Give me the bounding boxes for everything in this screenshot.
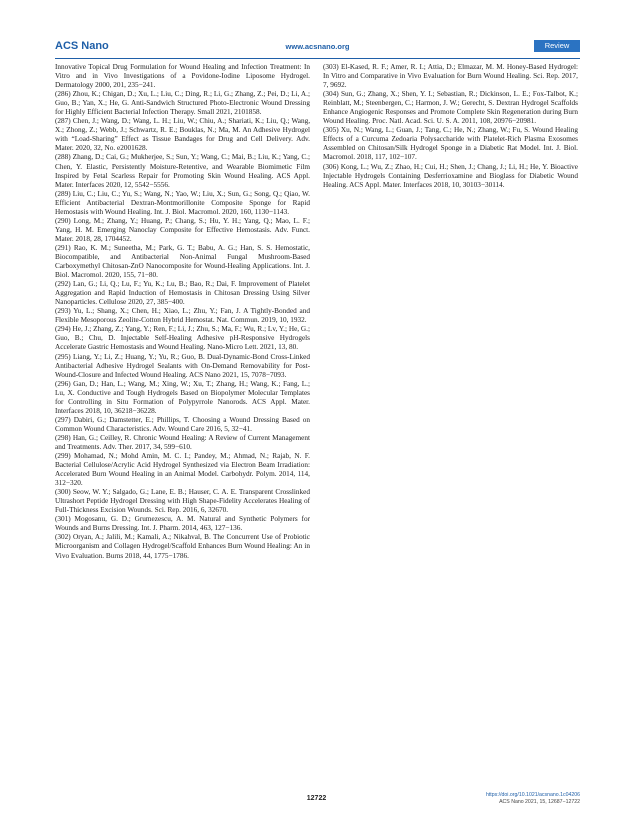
reference-entry: (287) Chen, J.; Wang, D.; Wang, L. H.; Liu, W.; Chiu, A.; Shariati, K.; Liu, Q.; Wang, X.; Zhong, Z.; Webb, J.; Schwartz, R. E.; Bouklas, N.; Ma, M. An Adhesive Hydrogel with “Load-Sharing” Effect as Tissue Bandages for Drug and Cell Delivery. Adv. Mater. 2020, 32, No. e2001628. — [55, 117, 310, 153]
page-header — [55, 40, 580, 56]
reference-entry: (295) Liang, Y.; Li, Z.; Huang, Y.; Yu, R.; Guo, B. Dual-Dynamic-Bond Cross-Linked Antibacterial Adhesive Hydrogel Sealants with On-Demand Removability for Post-Wound-Closure and Infected Wound Healing. ACS Nano 2021, 15, 7078−7093. — [55, 352, 310, 379]
reference-entry: (306) Kong, L.; Wu, Z.; Zhao, H.; Cui, H.; Shen, J.; Chang, J.; Li, H.; He, Y. Bioactive Injectable Hydrogels Containing Desferrioxamine and Bioglass for Diabetic Wound Healing. ACS Appl. Mater. Interfaces 2018, 10, 30103−30114. — [323, 162, 578, 189]
reference-entry: (294) He, J.; Zhang, Z.; Yang, Y.; Ren, F.; Li, J.; Zhu, S.; Ma, F.; Wu, R.; Lv, Y.; He, G.; Guo, B.; Chu, D. Injectable Self-Healing Adhesive pH-Responsive Hydrogels Accelerate Gastric Hemostasis and Wound Healing. Nano-Micro Lett. 2021, 13, 80. — [55, 325, 310, 352]
reference-entry: (293) Yu, L.; Shang, X.; Chen, H.; Xiao, L.; Zhu, Y.; Fan, J. A Tightly-Bonded and Flexible Mesoporous Zeolite-Cotton Hybrid Hemostat. Nat. Commun. 2019, 10, 1932. — [55, 307, 310, 325]
reference-entry: (296) Gan, D.; Han, L.; Wang, M.; Xing, W.; Xu, T.; Zhang, H.; Wang, K.; Fang, L.; Lu, X. Conductive and Tough Hydrogels Based on Biopolymer Molecular Templates for Controlling in Situ Formation of Polypyrrole Nanorods. ACS Appl. Mater. Interfaces 2018, 10, 36218−36228. — [55, 379, 310, 415]
journal-website-link[interactable]: www.acsnano.org — [285, 42, 350, 51]
page-number: 12722 — [306, 795, 327, 802]
reference-entry: (299) Mohamad, N.; Mohd Amin, M. C. I.; Pandey, M.; Ahmad, N.; Rajab, N. F. Bacterial Cellulose/Acrylic Acid Hydrogel Synthesized via Electron Beam Irradiation: Accelerated Burn Wound Healing in an Animal Model. Carbohydr. Polym. 2014, 114, 312−320. — [55, 452, 310, 488]
reference-entry: (298) Han, G.; Ceilley, R. Chronic Wound Healing: A Review of Current Management and Treatments. Adv. Ther. 2017, 34, 599−610. — [55, 433, 310, 451]
reference-entry: (288) Zhang, D.; Cai, G.; Mukherjee, S.; Sun, Y.; Wang, C.; Mai, B.; Liu, K.; Yang, C.; Chen, Y. Elastic, Persistently Moisture-Retentive, and Wearable Biomimetic Film Inspired by Fetal Scarless Repair for Promoting Skin Wound Healing. ACS Appl. Mater. Interfaces 2020, 12, 5542−5556. — [55, 153, 310, 189]
reference-entry: (303) El-Kased, R. F.; Amer, R. I.; Attia, D.; Elmazar, M. M. Honey-Based Hydrogel: In Vitro and Comparative in Vivo Evaluation for Burn Wound Healing. Sci. Rep. 2017, 7, 9692. — [323, 63, 578, 90]
reference-entry: (304) Sun, G.; Zhang, X.; Shen, Y. I.; Sebastian, R.; Dickinson, L. E.; Fox-Talbot, K.; Reinblatt, M.; Steenbergen, C.; Harmon, J. W.; Gerecht, S. Dextran Hydrogel Scaffolds Enhance Angiogenic Responses and Promote Complete Skin Regeneration during Burn Wound Healing. Proc. Natl. Acad. Sci. U. S. A. 2011, 108, 20976−20981. — [323, 90, 578, 126]
doi-link[interactable]: https://doi.org/10.1021/acsnano.1c04206 — [485, 792, 580, 798]
header-rule — [55, 58, 580, 59]
reference-entry: (297) Dabiri, G.; Damstetter, E.; Phillips, T. Choosing a Wound Dressing Based on Common Wound Characteristics. Adv. Wound Care 2016, 5, 32−41. — [55, 415, 310, 433]
reference-entry: (291) Rao, K. M.; Suneetha, M.; Park, G. T.; Babu, A. G.; Han, S. S. Hemostatic, Biocompatible, and Antibacterial Non-Animal Fungal Mushroom-Based Carboxymethyl Chitosan-ZnO Nanocomposite for Wound-Healing Applications. Int. J. Biol. Macromol. 2020, 155, 71−80. — [55, 243, 310, 280]
references-right-column — [323, 63, 578, 190]
reference-entry: (292) Lan, G.; Li, Q.; Lu, F.; Yu, K.; Lu, B.; Bao, R.; Dai, F. Improvement of Platelet Aggregation and Rapid Induction of Hemostasis in Chitosan Dressing Using Silver Nanoparticles. Cellulose 2020, 27, 385−400. — [55, 280, 310, 307]
section-tag-review: Review — [534, 40, 580, 52]
journal-name: ACS Nano — [55, 40, 109, 52]
reference-entry: (302) Oryan, A.; Jalili, M.; Kamali, A.; Nikahval, B. The Concurrent Use of Probiotic Microorganism and Collagen Hydrogel/Scaffold Enhances Burn Wound Healing: An in Vivo Evaluation. Burns 2018, 44, 1775−1786. — [55, 533, 310, 560]
reference-entry: (300) Seow, W. Y.; Salgado, G.; Lane, E. B.; Hauser, C. A. E. Transparent Crosslinked Ultrashort Peptide Hydrogel Dressing with High Shape-Fidelity Accelerates Healing of Full-Thickness Excision Wounds. Sci. Rep. 2016, 6, 32670. — [55, 488, 310, 515]
citation-text: ACS Nano 2021, 15, 12687−12722 — [499, 798, 580, 805]
reference-entry: (290) Long, M.; Zhang, Y.; Huang, P.; Chang, S.; Hu, Y. H.; Yang, Q.; Mao, L. F.; Yang, H. M. Emerging Nanoclay Composite for Effective Hemostasis. Adv. Funct. Mater. 2018, 28, 1704452. — [55, 216, 310, 243]
reference-entry: (289) Liu, C.; Liu, C.; Yu, S.; Wang, N.; Yao, W.; Liu, X.; Sun, G.; Song, Q.; Qiao, W. Efficient Antibacterial Dextran-Montmorillonite Composite Sponge for Rapid Hemostasis with Wound Healing. Int. J. Biol. Macromol. 2020, 160, 1130−1143. — [55, 189, 310, 216]
reference-entry: Innovative Topical Drug Formulation for Wound Healing and Infection Treatment: In Vitro and in Vivo Investigations of a Povidone-Iodine Liposome Hydrogel. Dermatology 2000, 201, 235−241. — [55, 63, 310, 90]
reference-entry: (305) Xu, N.; Wang, L.; Guan, J.; Tang, C.; He, N.; Zhang, W.; Fu, S. Wound Healing Effects of a Curcuma Zedoaria Polysaccharide with Platelet-Rich Plasma Exosomes Assembled on Chitosan/Silk Hydrogel Sponge in a Diabetic Rat Model. Int. J. Biol. Macromol. 2018, 117, 102−107. — [323, 126, 578, 162]
page-footer — [486, 792, 580, 806]
references-left-column — [55, 63, 310, 561]
reference-entry: (301) Mogosanu, G. D.; Grumezescu, A. M. Natural and Synthetic Polymers for Wounds and Burns Dressing. Int. J. Pharm. 2014, 463, 127−136. — [55, 515, 310, 533]
reference-entry: (286) Zhou, K.; Chigan, D.; Xu, L.; Liu, C.; Ding, R.; Li, G.; Zhang, Z.; Pei, D.; Li, A.; Guo, B.; Yan, X.; He, G. Anti-Sandwich Structured Photo-Electronic Wound Dressing for Highly Efficient Bacterial Infection Therapy. Small 2021, 2101858. — [55, 90, 310, 117]
